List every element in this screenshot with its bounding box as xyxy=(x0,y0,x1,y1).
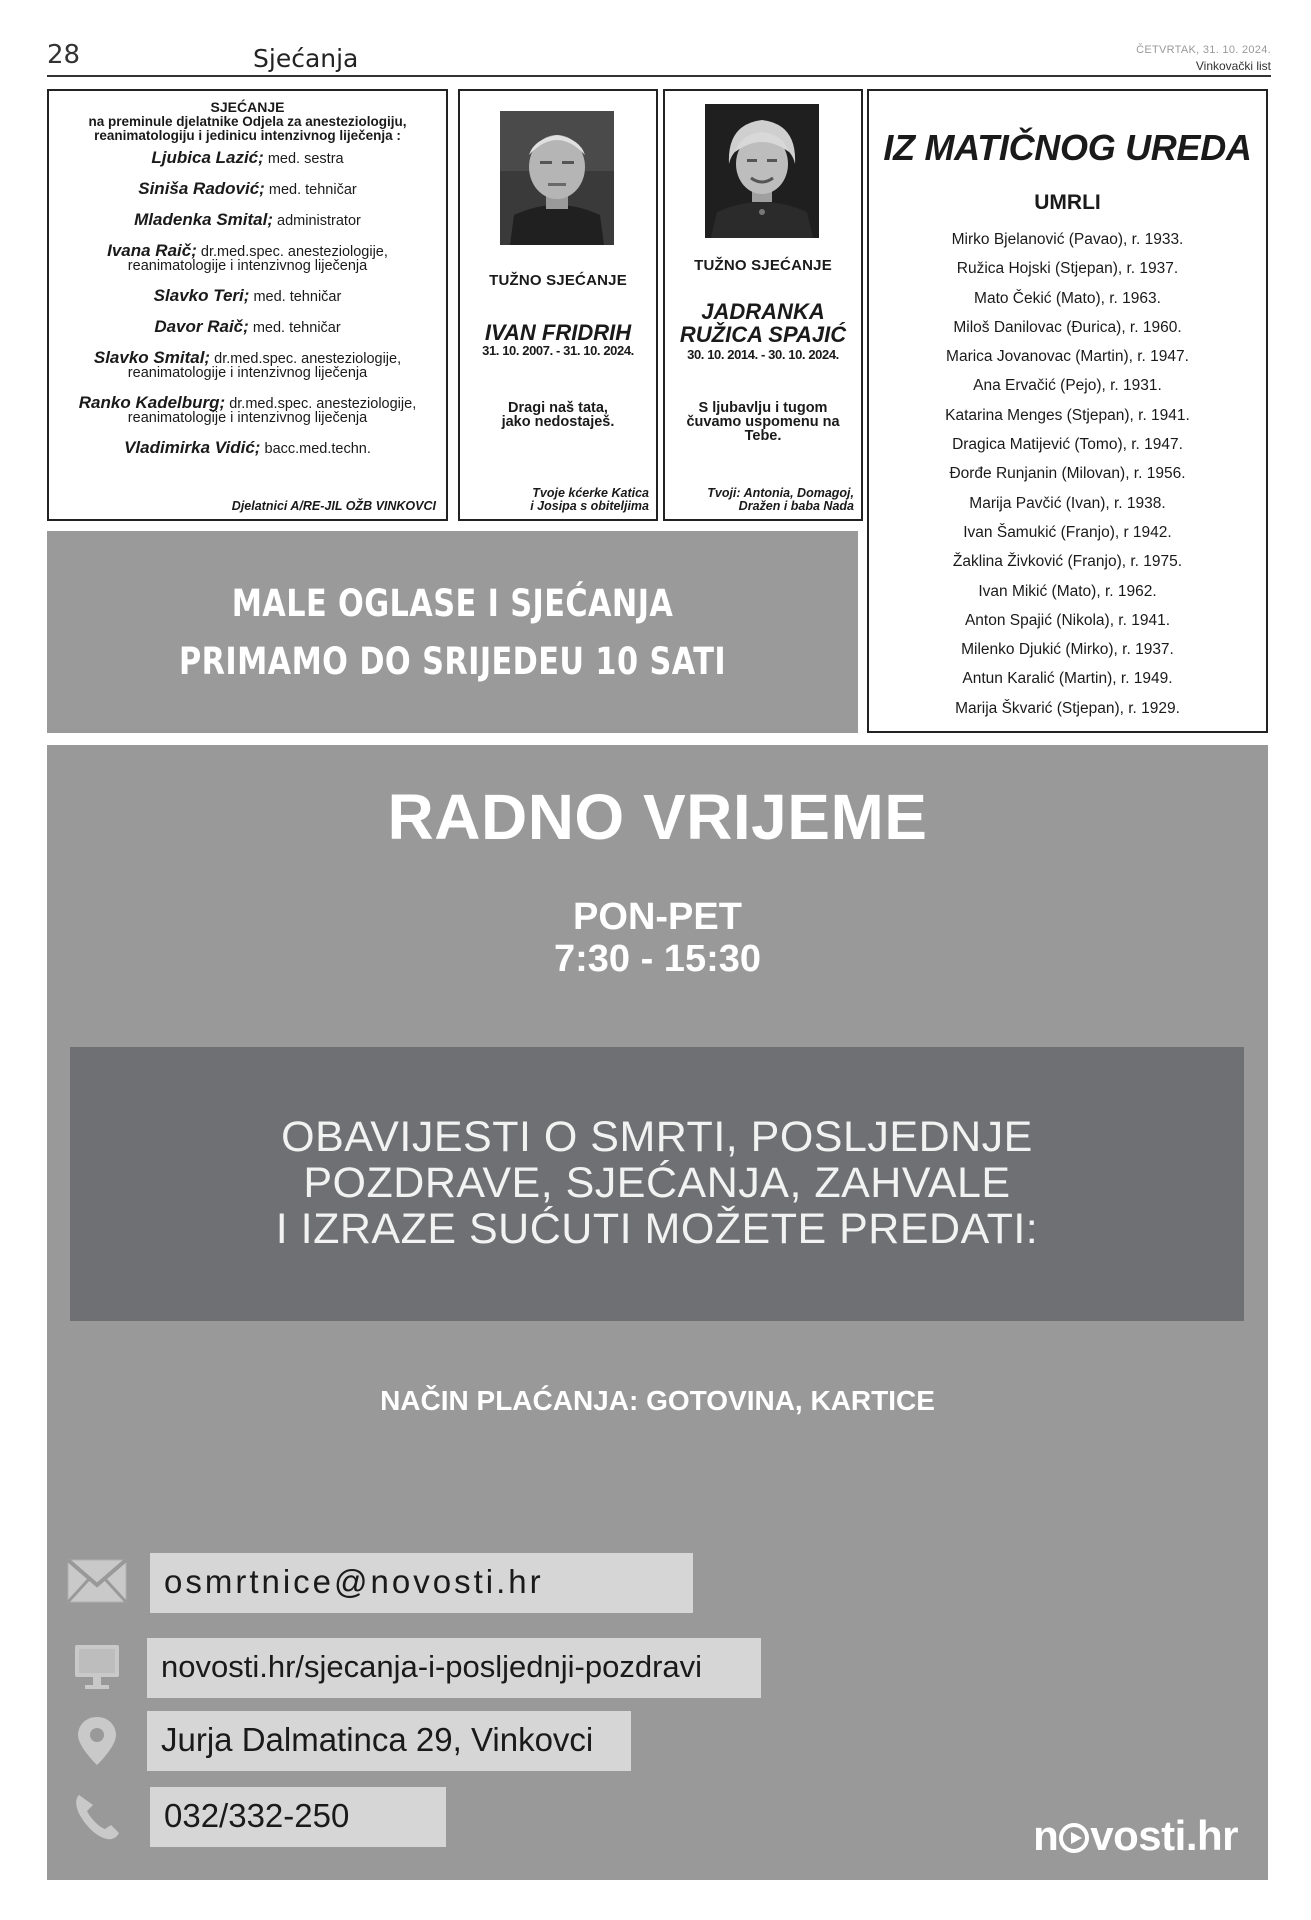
list-item: Žaklina Živković (Franjo), r. 1975. xyxy=(952,553,1183,571)
header-divider xyxy=(47,75,1271,77)
list-item: Ivan Mikić (Mato), r. 1962. xyxy=(978,582,1157,600)
monitor-icon xyxy=(65,1641,129,1693)
address-text: Jurja Dalmatinca 29, Vinkovci xyxy=(147,1711,631,1771)
staff-memorial-notice xyxy=(47,89,448,521)
staff-item xyxy=(49,317,446,336)
signature-line: Dražen i baba Nada xyxy=(738,499,854,513)
list-item: Marija Škvarić (Stjepan), r. 1929. xyxy=(955,699,1180,717)
message-line: Tebe. xyxy=(744,428,782,444)
ads-deadline-banner xyxy=(47,531,858,733)
list-item: Mato Čekić (Mato), r. 1963. xyxy=(974,289,1161,307)
memorial-label: TUŽNO SJEĆANJE xyxy=(694,257,832,274)
signature-line: i Josipa s obiteljima xyxy=(530,499,649,513)
banner-line: MALE OGLASE I SJEĆANJA xyxy=(231,582,674,625)
memorial-signature xyxy=(530,487,649,513)
working-hours-title: RADNO VRIJEME xyxy=(387,781,928,853)
notice-title: SJEĆANJE xyxy=(210,99,285,115)
list-item: Ivan Šamukić (Franjo), r 1942. xyxy=(963,523,1172,541)
memorial-ivan-fridrih xyxy=(458,89,658,521)
issue-date: ČETVRTAK, 31. 10. 2024. xyxy=(1136,44,1271,56)
staff-name: Siniša Radović; xyxy=(138,179,265,198)
staff-item xyxy=(49,179,446,198)
list-item: Ana Ervačić (Pejo), r. 1931. xyxy=(973,377,1162,395)
notice-line: I IZRAZE SUĆUTI MOŽETE PREDATI: xyxy=(275,1205,1039,1253)
payment-methods: NAČIN PLAĆANJA: GOTOVINA, KARTICE xyxy=(380,1385,935,1416)
portrait-photo xyxy=(500,111,614,245)
working-hours-panel xyxy=(47,745,1268,1880)
website-link[interactable]: novosti.hr/sjecanja-i-posljednji-pozdravi xyxy=(147,1638,761,1698)
newspaper-name: Vinkovački list xyxy=(1195,59,1271,73)
staff-item xyxy=(49,348,446,381)
portrait-photo xyxy=(705,104,819,238)
memorial-jadranka-spajic xyxy=(663,89,863,521)
location-pin-icon xyxy=(65,1715,129,1767)
staff-item xyxy=(49,148,446,167)
memorial-message xyxy=(671,401,855,443)
staff-role: dr.med.spec. anesteziologije, xyxy=(200,244,388,260)
staff-role: med. tehničar xyxy=(253,289,342,305)
message-line: S ljubavlju i tugom xyxy=(698,400,828,416)
staff-role: med. tehničar xyxy=(268,182,357,198)
signature-line: Tvoje kćerke Katica xyxy=(532,486,649,500)
notice-line: POZDRAVE, SJEĆANJA, ZAHVALE xyxy=(303,1159,1011,1207)
play-icon xyxy=(1059,1823,1089,1853)
memorial-dates: 30. 10. 2014. - 30. 10. 2024. xyxy=(687,347,839,362)
staff-name: Ljubica Lazić; xyxy=(151,148,264,167)
list-item: Đorđe Runjanin (Milovan), r. 1956. xyxy=(949,465,1186,483)
staff-name: Slavko Smital; xyxy=(93,348,211,367)
logo-text-start: n xyxy=(1033,1812,1059,1859)
staff-item xyxy=(49,438,446,457)
message-line: Dragi naš tata, xyxy=(508,400,608,416)
working-days: PON-PET xyxy=(573,896,742,938)
staff-list xyxy=(49,148,446,457)
memorial-message xyxy=(466,401,650,429)
notice-subtitle: na preminule djelatnike Odjela za anesteziologiju, reanimatologiju i jedinicu intenzivnog liječenja : xyxy=(88,114,407,143)
deceased-name: IVAN FRIDRIH xyxy=(484,320,632,345)
staff-item xyxy=(49,286,446,305)
logo-text-end: vosti.hr xyxy=(1090,1812,1238,1859)
staff-name: Vladimirka Vidić; xyxy=(124,438,261,457)
list-item: Antun Karalić (Martin), r. 1949. xyxy=(962,670,1173,688)
memorial-label: TUŽNO SJEĆANJE xyxy=(489,272,627,289)
banner-line: PRIMAMO DO SRIJEDEU 10 SATI xyxy=(178,640,727,683)
registry-subtitle: UMRLI xyxy=(1034,191,1101,214)
staff-role: bacc.med.techn. xyxy=(264,441,371,457)
registry-office-box xyxy=(867,89,1268,733)
list-item: Ružica Hojski (Stjepan), r. 1937. xyxy=(956,260,1179,278)
memorial-signature xyxy=(707,487,854,513)
staff-item xyxy=(49,241,446,274)
registry-title: IZ MATIČNOG UREDA xyxy=(883,127,1252,168)
phone-link[interactable]: 032/332-250 xyxy=(150,1787,446,1847)
staff-role: dr.med.spec. anesteziologije, xyxy=(214,351,402,367)
message-line: čuvamo uspomenu na xyxy=(686,414,840,430)
email-link[interactable]: osmrtnice@novosti.hr xyxy=(150,1553,693,1613)
page-number: 28 xyxy=(47,40,81,70)
staff-role-cont: reanimatologije i intenzivnog liječenja xyxy=(127,258,368,274)
phone-icon xyxy=(65,1791,129,1843)
notice-line: OBAVIJESTI O SMRTI, POSLJEDNJE xyxy=(281,1113,1033,1161)
list-item: Katarina Menges (Stjepan), r. 1941. xyxy=(945,406,1190,424)
staff-item xyxy=(49,210,446,229)
name-line: JADRANKA xyxy=(701,299,825,324)
staff-role: dr.med.spec. anesteziologije, xyxy=(229,396,417,412)
staff-name: Ivana Raič; xyxy=(107,241,197,260)
notice-signature: Djelatnici A/RE-JIL OŽB VINKOVCI xyxy=(231,499,436,513)
staff-role-cont: reanimatologije i intenzivnog liječenja xyxy=(127,365,368,381)
deceased-name xyxy=(665,300,861,346)
list-item: Dragica Matijević (Tomo), r. 1947. xyxy=(952,436,1183,454)
staff-name: Ranko Kadelburg; xyxy=(78,393,226,412)
list-item: Marija Pavčić (Ivan), r. 1938. xyxy=(969,494,1166,512)
staff-name: Slavko Teri; xyxy=(153,286,250,305)
section-title: Sjećanja xyxy=(253,44,359,73)
list-item: Milenko Djukić (Mirko), r. 1937. xyxy=(961,641,1174,659)
submission-notice xyxy=(70,1047,1244,1321)
name-line: RUŽICA SPAJIĆ xyxy=(679,322,847,347)
staff-item xyxy=(49,393,446,426)
staff-role-cont: reanimatologije i intenzivnog liječenja xyxy=(127,410,368,426)
envelope-icon xyxy=(65,1555,129,1607)
notice-text xyxy=(70,1114,1244,1252)
list-item: Marica Jovanovac (Martin), r. 1947. xyxy=(946,348,1189,366)
list-item: Mirko Bjelanović (Pavao), r. 1933. xyxy=(951,231,1184,248)
working-hours: 7:30 - 15:30 xyxy=(553,938,761,980)
signature-line: Tvoji: Antonia, Domagoj, xyxy=(707,486,854,500)
novosti-logo xyxy=(1033,1812,1238,1860)
deaths-list xyxy=(869,225,1266,723)
list-item: Miloš Danilovac (Đurica), r. 1960. xyxy=(953,318,1182,336)
memorial-dates: 31. 10. 2007. - 31. 10. 2024. xyxy=(482,343,634,358)
staff-role: administrator xyxy=(277,213,361,229)
staff-name: Mladenka Smital; xyxy=(134,210,274,229)
staff-role: med. tehničar xyxy=(252,320,341,336)
staff-role: med. sestra xyxy=(267,151,344,167)
message-line: jako nedostaješ. xyxy=(501,414,615,430)
staff-name: Davor Raič; xyxy=(154,317,249,336)
list-item: Anton Spajić (Nikola), r. 1941. xyxy=(964,611,1171,629)
